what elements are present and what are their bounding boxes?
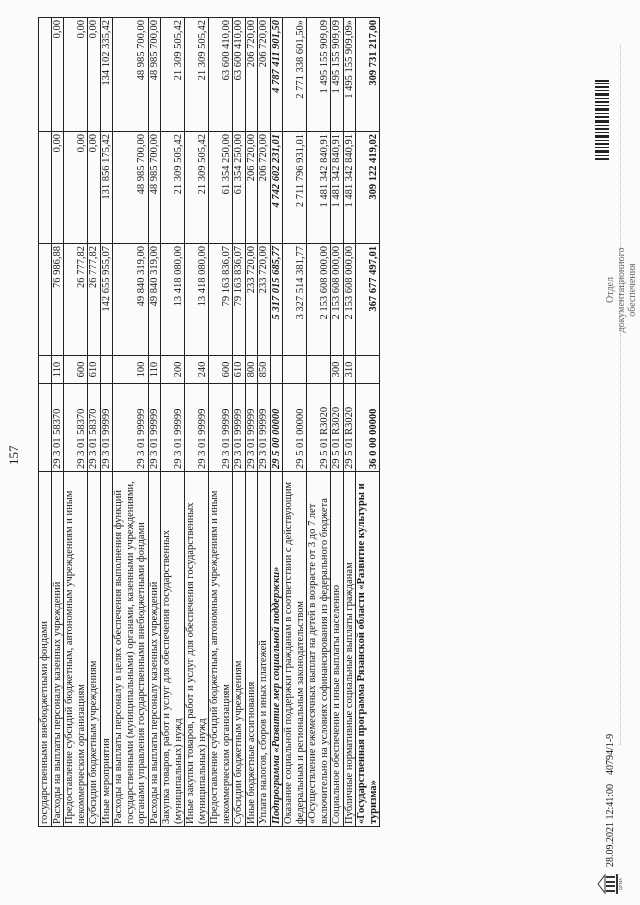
table-row	[209, 18, 233, 827]
table-row	[356, 18, 380, 827]
sum-2022-cell: 0,00	[64, 132, 88, 244]
sum-2021-cell: 2 153 608 000,00	[307, 244, 331, 356]
sum-2021-cell: 49 840 319,00	[148, 244, 161, 356]
code-cell: 29 3 01 99999	[233, 384, 246, 472]
table-row	[270, 18, 283, 827]
code-cell: 29 3 01 99999	[148, 384, 161, 472]
sum-2023-cell: 206 720,00	[245, 18, 258, 132]
department-note-line1: Отдел документационного	[605, 247, 627, 333]
sum-2022-cell: 131 856 175,42	[100, 132, 113, 244]
sum-2023-cell: 309 731 217,00	[356, 18, 380, 132]
code-cell: 29 5 01 R3020	[331, 384, 344, 472]
table-row	[100, 18, 113, 827]
table-row	[161, 18, 185, 827]
table-row	[245, 18, 258, 827]
sum-2022-cell: 1 481 342 840,91	[307, 132, 331, 244]
sum-2022-cell: 2 711 796 931,01	[283, 132, 307, 244]
vr-cell: 110	[51, 356, 64, 384]
table-row	[307, 18, 331, 827]
sum-2023-cell: 4 787 411 901,50	[270, 18, 283, 132]
sum-2023-cell: 134 102 335,42	[100, 18, 113, 132]
sum-2021-cell: 2 153 608 000,00	[331, 244, 344, 356]
vr-cell: 110	[148, 356, 161, 384]
name-cell: Расходы на выплаты персоналу казенных учреждений	[148, 472, 161, 827]
sum-2023-cell: 63 600 410,00	[233, 18, 246, 132]
scan-artifact-line	[620, 45, 627, 745]
sum-2022-cell: 1 481 342 840,91	[331, 132, 344, 244]
vr-cell: 850	[258, 356, 271, 384]
code-cell: 29 3 01 99999	[245, 384, 258, 472]
table-row	[283, 18, 307, 827]
sum-2021-cell: 2 153 608 000,00	[343, 244, 356, 356]
code-cell: 29 3 01 99999	[113, 384, 149, 472]
sum-2023-cell: 48 985 700,00	[148, 18, 161, 132]
stamp-doc-number: 40794/1-9	[605, 733, 616, 775]
name-cell: Расходы на выплаты персоналу в целях обеспечения выполнения функций государственными (муниципальными) органами, казенными учреждениями, органами управления государственными внебюджетными фондами	[113, 472, 149, 827]
vr-cell: 300	[331, 356, 344, 384]
sum-2022-cell: 61 354 250,00	[209, 132, 233, 244]
sum-2023-cell: 1 495 155 909,09	[307, 18, 331, 132]
sum-2023-cell: 21 309 505,42	[185, 18, 209, 132]
sum-2022-cell: 309 122 419,02	[356, 132, 380, 244]
table-row	[258, 18, 271, 827]
table-row	[88, 18, 101, 827]
sum-2022-cell: 21 309 505,42	[161, 132, 185, 244]
code-cell: 29 3 01 58370	[88, 384, 101, 472]
vr-cell	[100, 356, 113, 384]
sum-2021-cell: 79 163 836,07	[233, 244, 246, 356]
sum-2021-cell: 79 163 836,07	[209, 244, 233, 356]
name-cell: государственными внебюджетными фондами	[39, 472, 52, 827]
vr-cell: 240	[185, 356, 209, 384]
svg-text:ДУМА: ДУМА	[618, 877, 623, 891]
name-cell: Расходы на выплаты персоналу казенных учреждений	[51, 472, 64, 827]
page-number: 157	[6, 445, 21, 465]
sum-2022-cell: 48 985 700,00	[148, 132, 161, 244]
name-cell: Предоставление субсидий бюджетным, автономным учреждениям и иным некоммерческим организациям	[209, 472, 233, 827]
vr-cell	[307, 356, 331, 384]
sum-2021-cell: 3 327 514 381,77	[283, 244, 307, 356]
name-cell: Подпрограмма «Развитие мер социальной поддержки»	[270, 472, 283, 827]
name-cell: Предоставление субсидий бюджетным, автономным учреждениям и иным некоммерческим организациям	[64, 472, 88, 827]
table-row	[331, 18, 344, 827]
sum-2022-cell: 0,00	[88, 132, 101, 244]
sum-2021-cell: 49 840 319,00	[113, 244, 149, 356]
code-cell: 29 3 01 58370	[64, 384, 88, 472]
table-row	[64, 18, 88, 827]
name-cell: Иные закупки товаров, работ и услуг для обеспечения государственных (муниципальных) нужд	[185, 472, 209, 827]
sum-2022-cell: 4 742 602 231,01	[270, 132, 283, 244]
vr-cell	[270, 356, 283, 384]
sum-2023-cell: 2 771 338 601,50»	[283, 18, 307, 132]
vr-cell: 100	[113, 356, 149, 384]
vr-cell: 600	[64, 356, 88, 384]
vr-cell	[39, 356, 52, 384]
sum-2021-cell: 26 777,82	[64, 244, 88, 356]
sum-2023-cell: 206 720,00	[258, 18, 271, 132]
sum-2021-cell: 233 720,00	[245, 244, 258, 356]
vr-cell	[283, 356, 307, 384]
code-cell: 29 3 01 99999	[185, 384, 209, 472]
sum-2023-cell	[39, 18, 52, 132]
vr-cell: 600	[209, 356, 233, 384]
code-cell: 29 3 01 99999	[100, 384, 113, 472]
name-cell: Социальное обеспечение и иные выплаты населению	[331, 472, 344, 827]
sum-2022-cell	[39, 132, 52, 244]
stamp-date: 28.09.2021 12:41:00	[605, 783, 616, 867]
sum-2022-cell: 206 720,00	[258, 132, 271, 244]
name-cell: Публичные нормативные социальные выплаты гражданам	[343, 472, 356, 827]
sum-2021-cell: 233 720,00	[258, 244, 271, 356]
name-cell: Субсидии бюджетным учреждениям	[88, 472, 101, 827]
sum-2023-cell: 21 309 505,42	[161, 18, 185, 132]
sum-2022-cell: 61 354 250,00	[233, 132, 246, 244]
vr-cell: 800	[245, 356, 258, 384]
sum-2021-cell: 13 418 080,00	[161, 244, 185, 356]
table-row	[113, 18, 149, 827]
code-cell: 29 5 00 00000	[270, 384, 283, 472]
table-row	[39, 18, 52, 827]
table-row	[343, 18, 356, 827]
sum-2021-cell	[39, 244, 52, 356]
sum-2022-cell: 0,00	[51, 132, 64, 244]
code-cell: 29 3 01 99999	[209, 384, 233, 472]
sum-2023-cell: 0,00	[88, 18, 101, 132]
sum-2022-cell: 21 309 505,42	[185, 132, 209, 244]
table-row	[51, 18, 64, 827]
name-cell: Закупка товаров, работ и услуг для обеспечения государственных (муниципальных) нужд	[161, 472, 185, 827]
sum-2023-cell: 0,00	[64, 18, 88, 132]
vr-cell: 610	[233, 356, 246, 384]
sum-2021-cell: 142 655 955,07	[100, 244, 113, 356]
sum-2021-cell: 26 777,82	[88, 244, 101, 356]
code-cell: 29 5 01 00000	[283, 384, 307, 472]
sum-2021-cell: 13 418 080,00	[185, 244, 209, 356]
vr-cell	[356, 356, 380, 384]
name-cell: «Государственная программа Рязанской области «Развитие культуры и туризма»	[356, 472, 380, 827]
sum-2022-cell: 48 985 700,00	[113, 132, 149, 244]
code-cell: 29 5 01 R3020	[343, 384, 356, 472]
name-cell: «Осуществление ежемесячных выплат на детей в возрасте от 3 до 7 лет включительно на условиях софинансирования из федерального бюджета	[307, 472, 331, 827]
sum-2022-cell: 206 720,00	[245, 132, 258, 244]
name-cell: Оказание социальной поддержки гражданам в соответствии с действующим федеральным и региональным законодательством	[283, 472, 307, 827]
table-row	[233, 18, 246, 827]
vr-cell: 310	[343, 356, 356, 384]
table-row	[148, 18, 161, 827]
sum-2023-cell: 63 600 410,00	[209, 18, 233, 132]
name-cell: Уплата налогов, сборов и иных платежей	[258, 472, 271, 827]
sum-2022-cell: 1 481 342 840,91	[343, 132, 356, 244]
sum-2021-cell: 5 317 015 685,77	[270, 244, 283, 356]
sum-2023-cell: 1 495 155 909,09	[331, 18, 344, 132]
sum-2021-cell: 76 986,88	[51, 244, 64, 356]
code-cell	[39, 384, 52, 472]
vr-cell: 200	[161, 356, 185, 384]
table-row	[185, 18, 209, 827]
code-cell: 36 0 00 00000	[356, 384, 380, 472]
sum-2021-cell: 367 677 497,01	[356, 244, 380, 356]
name-cell: Иные мероприятия	[100, 472, 113, 827]
code-cell: 29 3 01 99999	[161, 384, 185, 472]
name-cell: Иные бюджетные ассигнования	[245, 472, 258, 827]
vr-cell: 610	[88, 356, 101, 384]
barcode-icon	[595, 80, 609, 160]
duma-logo-icon	[596, 873, 622, 895]
department-note-line2: обеспечения	[627, 263, 638, 317]
sum-2023-cell: 1 495 155 909,09»	[343, 18, 356, 132]
sum-2023-cell: 0,00	[51, 18, 64, 132]
sum-2023-cell: 48 985 700,00	[113, 18, 149, 132]
code-cell: 29 3 01 99999	[258, 384, 271, 472]
code-cell: 29 5 01 R3020	[307, 384, 331, 472]
code-cell: 29 3 01 58370	[51, 384, 64, 472]
name-cell: Субсидии бюджетным учреждениям	[233, 472, 246, 827]
budget-table	[38, 17, 380, 827]
